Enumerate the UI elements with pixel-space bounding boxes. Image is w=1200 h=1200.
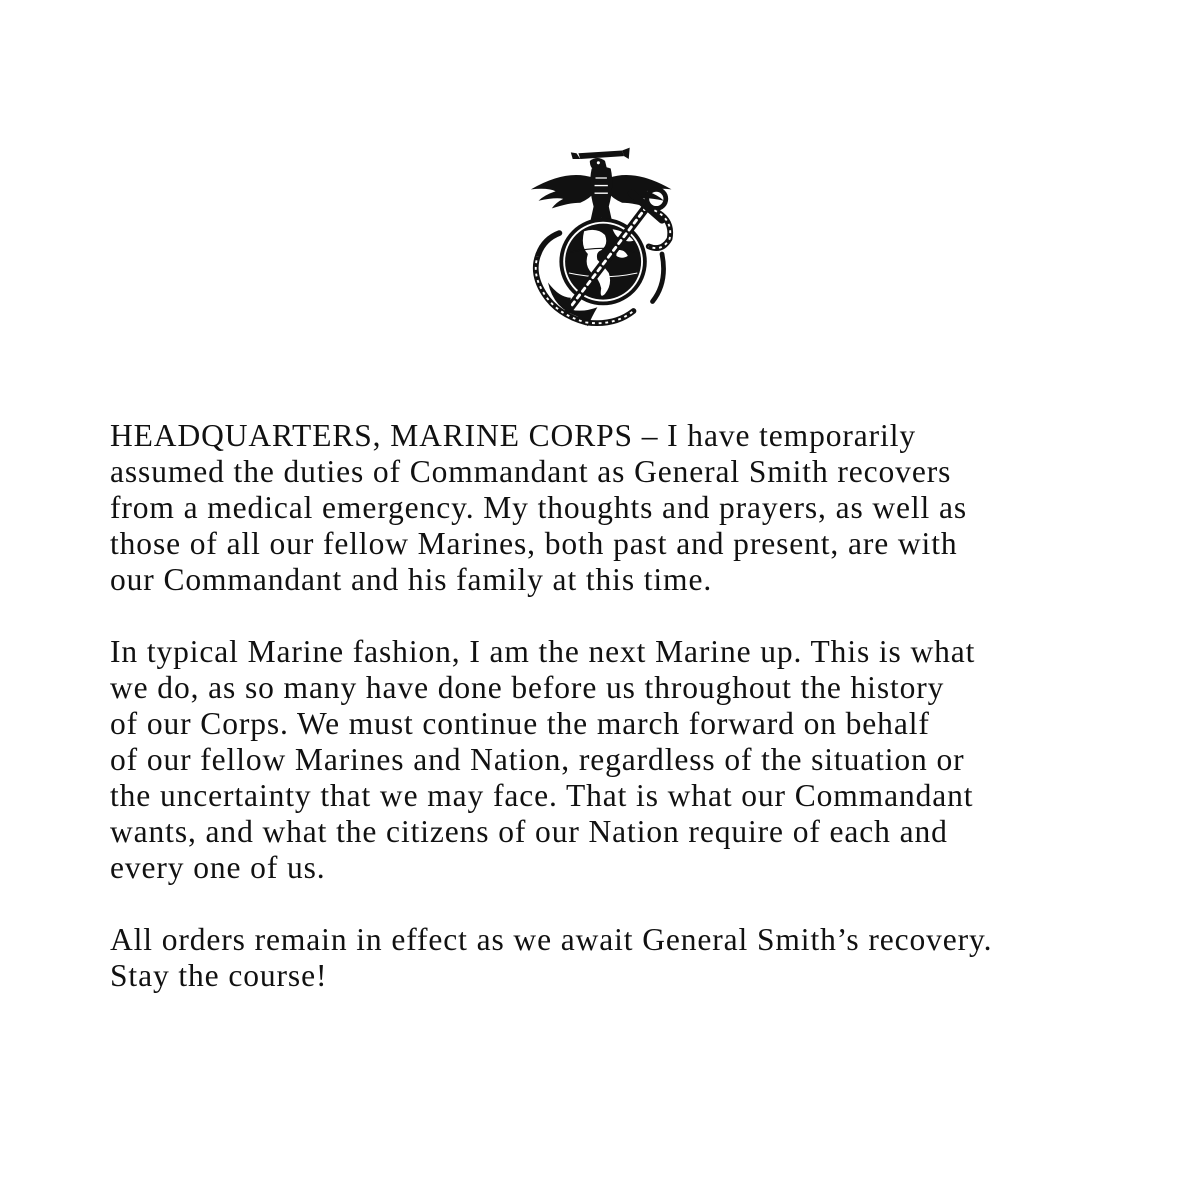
statement-paragraph bbox=[110, 634, 1110, 886]
statement-line: All orders remain in effect as we await General Smith’s recovery. bbox=[110, 922, 993, 957]
statement-line: the uncertainty that we may face. That is what our Commandant bbox=[110, 778, 974, 813]
eagle-globe-anchor-icon bbox=[510, 140, 700, 330]
statement-line: our Commandant and his family at this time. bbox=[110, 562, 713, 597]
statement-line: from a medical emergency. My thoughts and prayers, as well as bbox=[110, 490, 968, 525]
statement-line: of our fellow Marines and Nation, regardless of the situation or bbox=[110, 742, 965, 777]
statement-body bbox=[110, 418, 1110, 1030]
statement-line: those of all our fellow Marines, both past and present, are with bbox=[110, 526, 958, 561]
statement-line: HEADQUARTERS, MARINE CORPS – I have temporarily bbox=[110, 418, 916, 453]
statement-line: In typical Marine fashion, I am the next Marine up. This is what bbox=[110, 634, 976, 669]
statement-line: wants, and what the citizens of our Nation require of each and bbox=[110, 814, 948, 849]
statement-paragraph bbox=[110, 418, 1110, 598]
statement-line: Stay the course! bbox=[110, 958, 328, 993]
statement-line: every one of us. bbox=[110, 850, 326, 885]
statement-line: of our Corps. We must continue the march forward on behalf bbox=[110, 706, 930, 741]
statement-line: we do, as so many have done before us throughout the history bbox=[110, 670, 945, 705]
statement-paragraph bbox=[110, 922, 1110, 994]
statement-line: assumed the duties of Commandant as General Smith recovers bbox=[110, 454, 952, 489]
